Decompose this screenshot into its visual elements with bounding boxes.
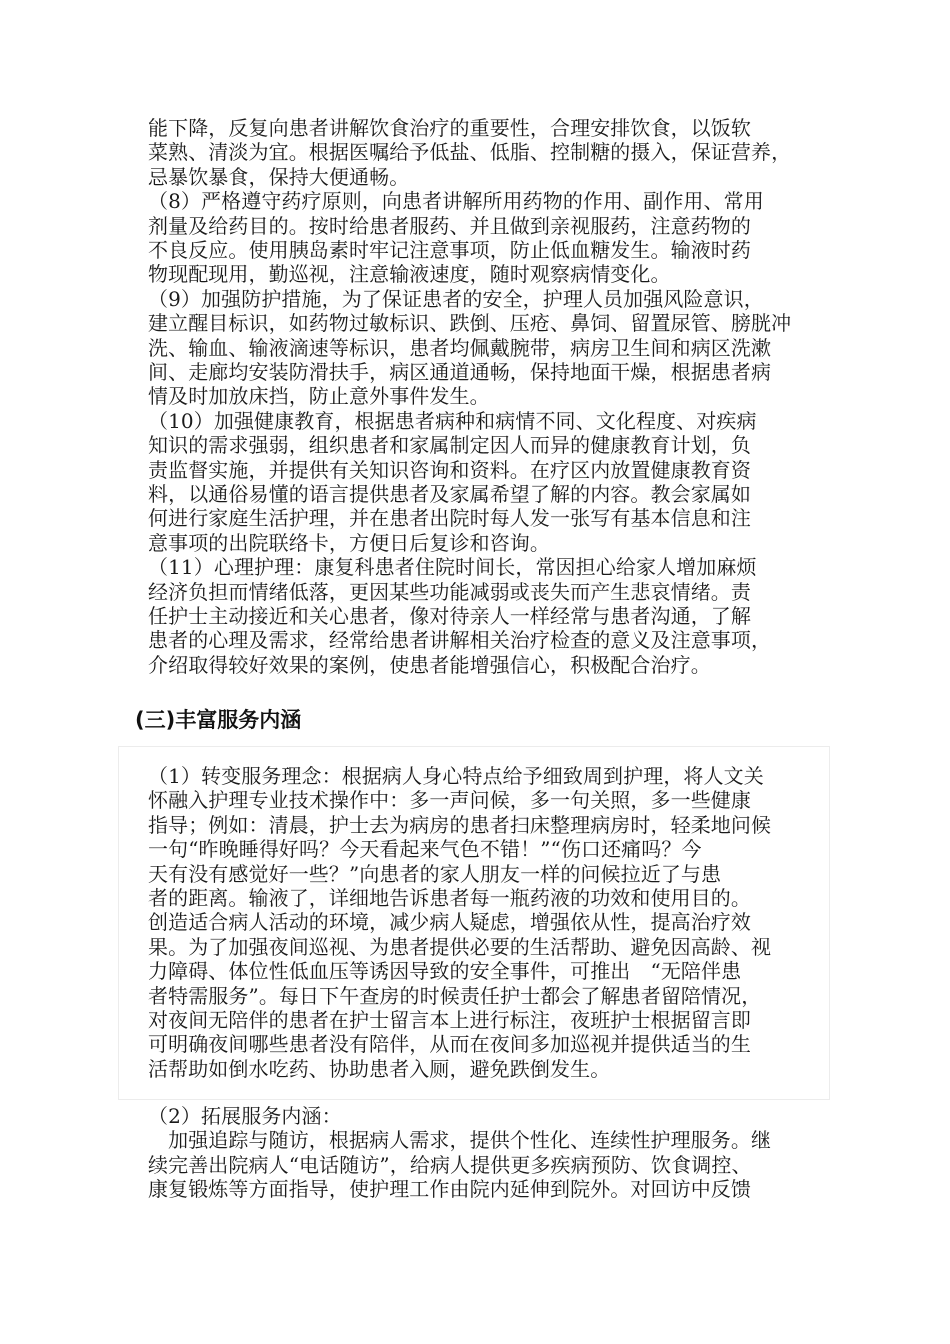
text-line: （9）加强防护措施，为了保证患者的安全，护理人员加强风险意识， [148, 286, 764, 311]
text-line: （11）心理护理：康复科患者住院时间长，常因担心给家人增加麻烦 [148, 555, 757, 580]
text-line: 不良反应。使用胰岛素时牢记注意事项，防止低血糖发生。输液时药 [148, 238, 751, 262]
section-heading: (三)丰富服务内涵 [135, 708, 302, 732]
text-line: 忌暴饮暴食，保持大便通畅。 [148, 164, 410, 189]
text-line: （10）加强健康教育，根据患者病种和病情不同、文化程度、对疾病 [148, 408, 757, 433]
text-line: 意事项的出院联络卡，方便日后复诊和咨询。 [148, 530, 550, 555]
text-line: 间、走廊均安装防滑扶手，病区通道通畅，保持地面干燥，根据患者病 [148, 360, 772, 384]
text-line: 者特需服务”。每日下午查房的时候责任护士都会了解患者留陪情况， [148, 983, 762, 1008]
text-line: （8）严格遵守药疗原则，向患者讲解所用药物的作用、副作用、常用 [148, 189, 764, 214]
text-line: 患者的心理及需求，经常给患者讲解相关治疗检查的意义及注意事项， [148, 628, 772, 653]
text-line: 活帮助如倒水吃药、协助患者入厕，避免跌倒发生。 [148, 1056, 611, 1081]
text-line: 续完善出院病人“电话随访”，给病人提供更多疾病预防、饮食调控、 [148, 1152, 752, 1177]
text-line: 果。为了加强夜间巡视、为患者提供必要的生活帮助、避免因高龄、视 [148, 934, 772, 959]
text-line: 可明确夜间哪些患者没有陪伴，从而在夜间多加巡视并提供适当的生 [148, 1032, 751, 1057]
text-line: 天有没有感觉好一些？”向患者的家人朋友一样的问候拉近了与患 [148, 861, 722, 886]
text-line: 剂量及给药目的。按时给患者服药、并且做到亲视服药，注意药物的 [148, 213, 751, 238]
text-line: 经济负担而情绪低落，更因某些功能减弱或丧失而产生悲哀情绪。责 [148, 579, 751, 604]
text-line: （1）转变服务理念：根据病人身心特点给予细致周到护理，将人文关 [148, 764, 764, 788]
text-line: 责监督实施，并提供有关知识咨询和资料。在疗区内放置健康教育资 [148, 457, 751, 482]
text-line: 创造适合病人活动的环境，减少病人疑虑，增强依从性，提高治疗效 [148, 910, 751, 935]
text-line: 料，以通俗易懂的语言提供患者及家属希望了解的内容。教会家属如 [148, 482, 751, 506]
text-line: 一句“昨晚睡得好吗？今天看起来气色不错！”“伤口还痛吗？今 [148, 837, 702, 862]
text-line: 物现配现用，勤巡视，注意输液速度，随时观察病情变化。 [148, 262, 671, 287]
text-line: 者的距离。输液了，详细地告诉患者每一瓶药液的功效和使用目的。 [148, 886, 751, 910]
text-line: 任护士主动接近和关心患者，像对待亲人一样经常与患者沟通，了解 [148, 604, 751, 628]
text-line: 加强追踪与随访，根据病人需求，提供个性化、连续性护理服务。继 [148, 1128, 772, 1153]
text-line: 情及时加放床挡，防止意外事件发生。 [148, 384, 490, 409]
text-line: 力障碍、体位性低血压等诱因导致的安全事件，可推出 “无陪伴患 [148, 959, 742, 984]
text-line: 能下降，反复向患者讲解饮食治疗的重要性，合理安排饮食，以饭软 [148, 116, 751, 140]
text-line: 菜熟、清淡为宜。根据医嘱给予低盐、低脂、控制糖的摄入，保证营养， [148, 140, 792, 165]
text-line: 康复锻炼等方面指导，使护理工作由院内延伸到院外。对回访中反馈 [148, 1177, 751, 1202]
text-line: 对夜间无陪伴的患者在护士留言本上进行标注，夜班护士根据留言即 [148, 1008, 751, 1032]
text-line: 指导；例如：清晨，护士去为病房的患者扫床整理病房时，轻柔地问候 [148, 812, 772, 837]
text-line: 何进行家庭生活护理，并在患者出院时每人发一张写有基本信息和注 [148, 506, 751, 531]
text-line: （2）拓展服务内涵： [148, 1104, 342, 1128]
text-line: 知识的需求强弱，组织患者和家属制定因人而异的健康教育计划，负 [148, 433, 751, 458]
text-line: 怀融入护理专业技术操作中：多一声问候，多一句关照，多一些健康 [148, 788, 751, 813]
text-line: 介绍取得较好效果的案例，使患者能增强信心，积极配合治疗。 [148, 652, 711, 677]
text-line: 建立醒目标识，如药物过敏标识、跌倒、压疮、鼻饲、留置尿管、膀胱冲 [148, 311, 792, 336]
text-line: 洗、输血、输液滴速等标识，患者均佩戴腕带，病房卫生间和病区洗漱 [148, 335, 772, 360]
